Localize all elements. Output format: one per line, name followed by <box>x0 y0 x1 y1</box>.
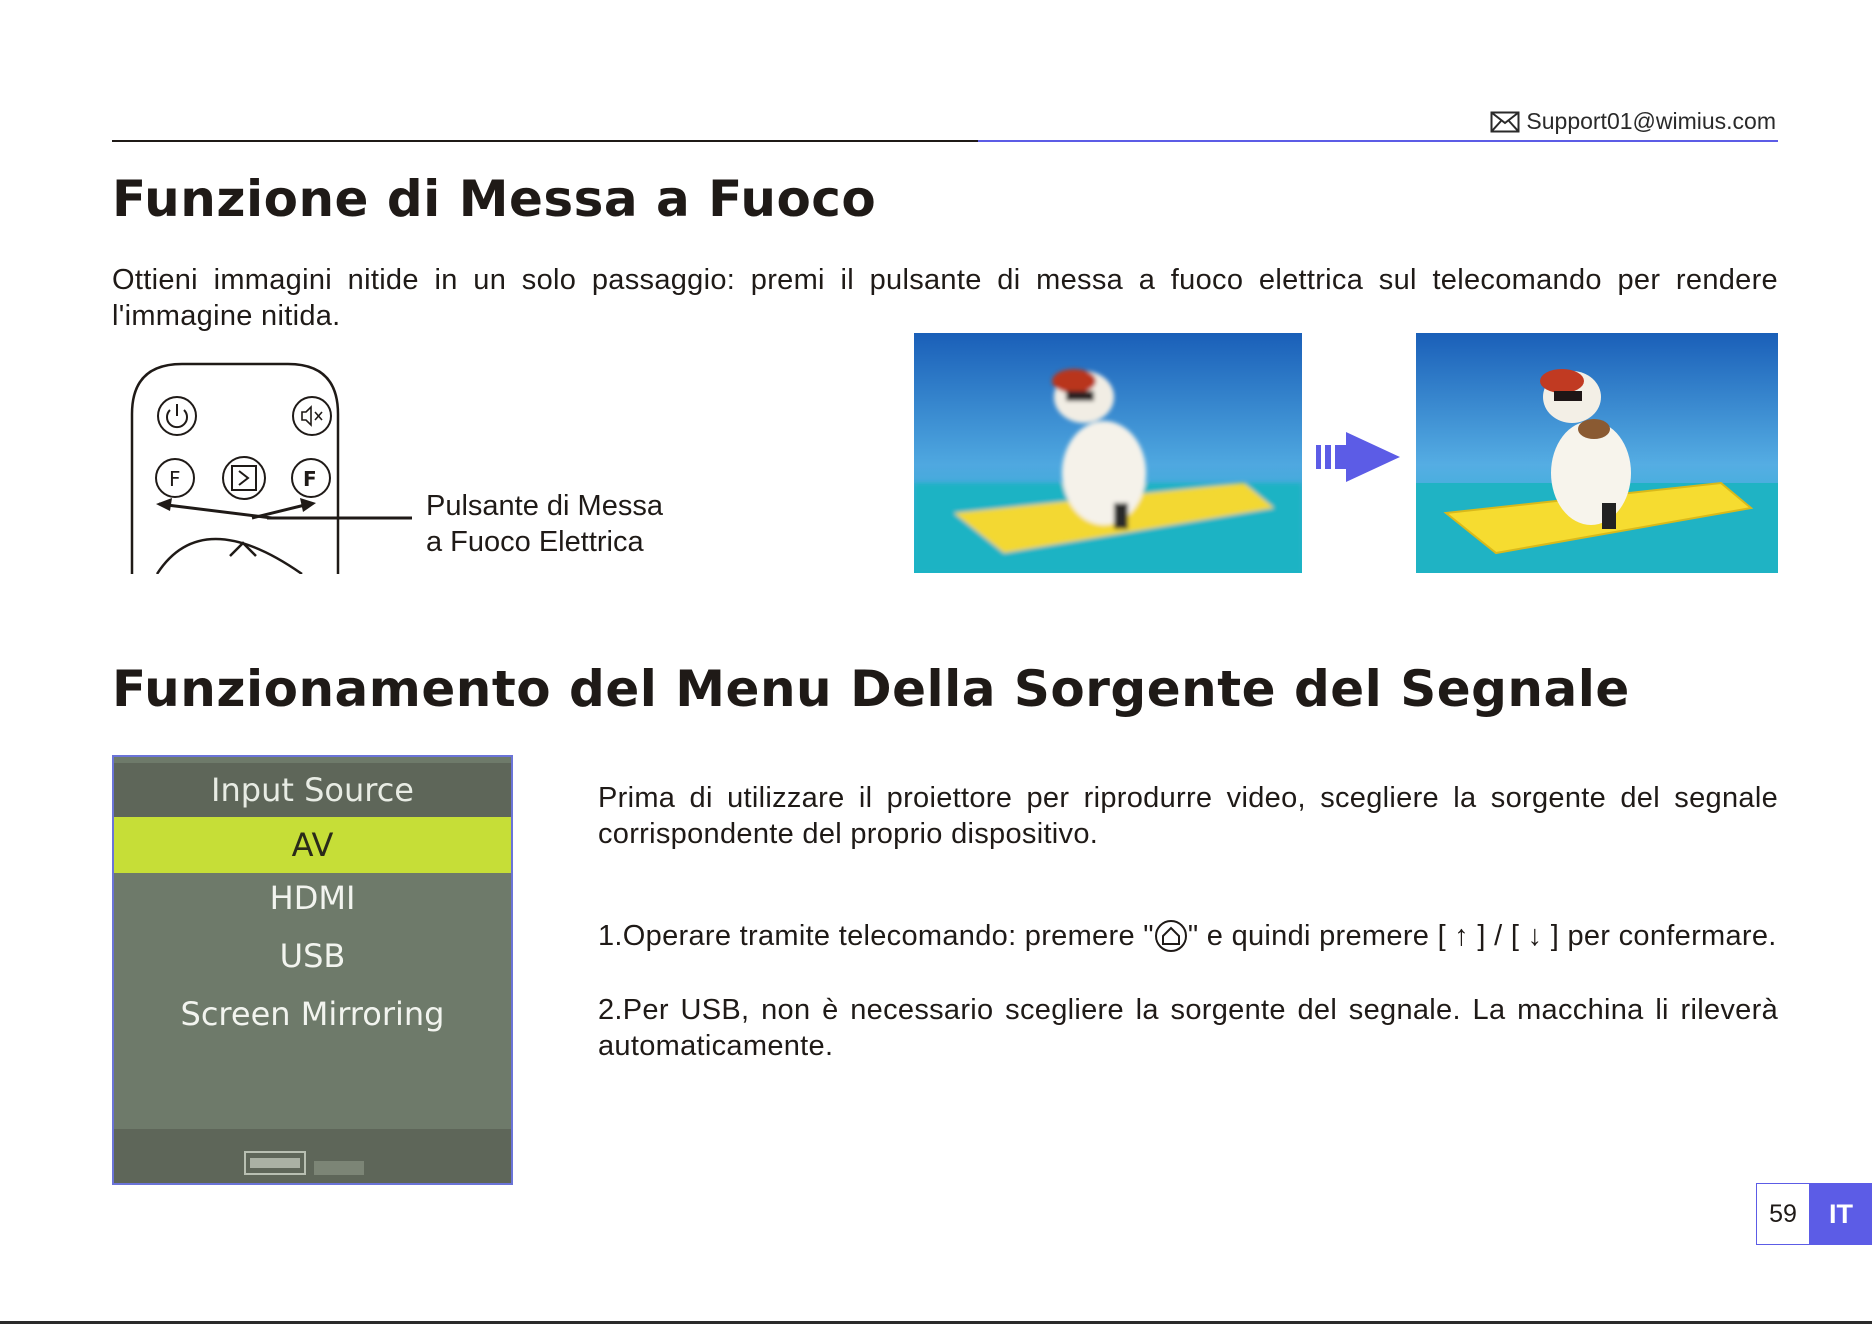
enter-key-icon <box>244 1151 306 1175</box>
up-arrow-icon <box>157 539 302 574</box>
section-title-focus: Funzione di Messa a Fuoco <box>112 170 877 228</box>
sharp-image-example <box>1416 333 1778 573</box>
menu-title: Input Source <box>114 763 511 817</box>
language-tab: IT <box>1810 1183 1872 1245</box>
step-2-text: 2.Per USB, non è necessario scegliere la sorgente del segnale. La macchina li rileverà automaticamente. <box>598 994 1778 1062</box>
header-rule <box>112 140 978 142</box>
envelope-icon <box>1490 111 1520 133</box>
focus-minus-icon <box>156 459 194 497</box>
page-number: 59 <box>1756 1183 1810 1245</box>
callout-arrows <box>156 498 412 518</box>
source-intro-text: Prima di utilizzare il proiettore per riprodurre video, scegliere la sorgente del segnale corrispondente del proprio dispositivo. <box>598 782 1778 850</box>
callout-line-1: Pulsante di Messa <box>426 490 663 522</box>
focus-intro-text: Ottieni immagini nitide in un solo passaggio: premi il pulsante di messa a fuoco elettrica sul telecomando per rendere l'immagine nitida. <box>112 264 1778 332</box>
menu-option-av[interactable]: AV <box>114 817 511 873</box>
header-rule-accent <box>978 140 1778 142</box>
step-1-text <box>598 918 1778 954</box>
step-1-after: " e quindi premere [ ↑ ] / [ ↓ ] per confermare. <box>1187 920 1777 952</box>
step-1-before: 1.Operare tramite telecomando: premere " <box>598 920 1154 952</box>
footer-hint <box>314 1161 364 1175</box>
power-icon <box>158 397 196 435</box>
menu-footer <box>114 1129 511 1183</box>
input-source-menu <box>112 755 513 1185</box>
transition-arrow-icon <box>1316 428 1400 486</box>
mute-icon <box>293 397 331 435</box>
support-email[interactable] <box>1490 108 1776 135</box>
focus-button-callout <box>426 488 663 560</box>
menu-option-usb[interactable]: USB <box>279 937 346 975</box>
section-title-source-menu: Funzionamento del Menu Della Sorgente del Segnale <box>112 660 1630 718</box>
focus-plus-icon <box>292 459 330 497</box>
home-icon <box>1154 919 1188 953</box>
menu-option-hdmi[interactable]: HDMI <box>269 879 356 917</box>
svg-text:F: F <box>169 467 181 491</box>
callout-line-2: a Fuoco Elettrica <box>426 526 644 558</box>
blurry-image-example <box>914 333 1302 573</box>
source-icon <box>223 457 265 499</box>
email-text: Support01@wimius.com <box>1526 108 1776 134</box>
menu-option-screen-mirroring[interactable]: Screen Mirroring <box>180 995 445 1033</box>
svg-text:F: F <box>303 467 317 491</box>
remote-control-illustration <box>112 354 432 574</box>
